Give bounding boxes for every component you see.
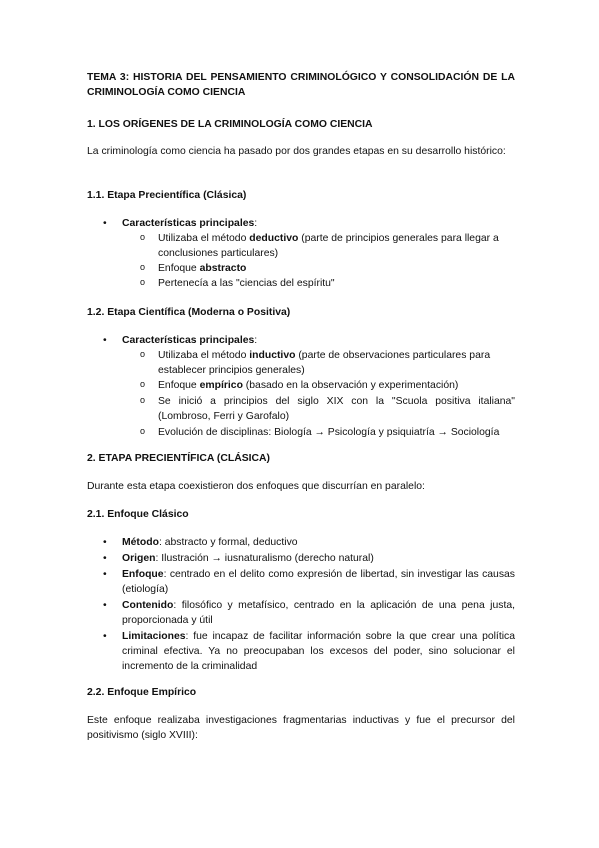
sublist (122, 231, 515, 291)
characteristics-label: Características principales (122, 335, 255, 346)
document-title: TEMA 3: HISTORIA DEL PENSAMIENTO CRIMINOLÓGICO Y CONSOLIDACIÓN DE LA CRIMINOLOGÍA COMO CIENCIA (87, 72, 515, 98)
section-2-intro: Durante esta etapa coexistieron dos enfoques que discurrían en paralelo: (87, 481, 425, 492)
section-2-2-intro: Este enfoque realizaba investigaciones fragmentarias inductivas y fue el precursor del positivismo (siglo XVIII): (87, 715, 515, 741)
sublist-item (122, 231, 515, 261)
item-text: : abstracto y formal, deductivo (158, 537, 298, 548)
list-item (87, 535, 515, 550)
item-text: Enfoque (158, 263, 200, 274)
item-text: : fue incapaz de facilitar información sobre la que crear una política criminal efectiva. Ya no preocupaban los excesos del poder, sino solucionar el incremento de la criminalidad (122, 631, 515, 672)
item-bold: Enfoque (122, 569, 164, 580)
item-bold: Limitaciones (122, 631, 186, 642)
section-2-1-heading: 2.1. Enfoque Clásico (87, 509, 189, 520)
section-2-1-list (87, 535, 515, 675)
item-bold: deductivo (249, 233, 299, 244)
item-bold: abstracto (199, 263, 247, 274)
sublist-item (122, 378, 515, 393)
item-bold: Contenido (122, 600, 174, 611)
list-item (87, 551, 515, 566)
section-1-1-list (87, 216, 515, 291)
colon: : (254, 335, 258, 346)
section-1-1-heading: 1.1. Etapa Precientífica (Clásica) (87, 190, 247, 201)
sublist-item (122, 425, 515, 440)
item-text: (parte de principios generales para llegar a conclusiones particulares) (158, 233, 499, 259)
item-bold: Origen (122, 553, 156, 564)
sublist-item (122, 261, 515, 276)
item-text: Evolución de disciplinas: Biología → Psicología y psiquiatría → Sociología (158, 427, 500, 438)
item-text: Utilizaba el método (158, 233, 250, 244)
section-1-2-list (87, 333, 515, 440)
item-text: Utilizaba el método (158, 350, 250, 361)
colon: : (254, 218, 258, 229)
item-text: : filosófico y metafísico, centrado en la aplicación de una pena justa, proporcionada y útil (122, 600, 515, 626)
item-bold: Método (122, 537, 159, 548)
section-2-heading: 2. ETAPA PRECIENTÍFICA (CLÁSICA) (87, 453, 270, 464)
list-item (87, 629, 515, 674)
section-1-intro: La criminología como ciencia ha pasado por dos grandes etapas en su desarrollo histórico: (87, 146, 506, 157)
sublist-item (122, 394, 515, 424)
section-1-heading: 1. LOS ORÍGENES DE LA CRIMINOLOGÍA COMO CIENCIA (87, 119, 373, 130)
item-text: (parte de observaciones particulares para establecer principios generales) (158, 350, 491, 376)
section-2-2-heading: 2.2. Enfoque Empírico (87, 687, 197, 698)
section-1-2-heading: 1.2. Etapa Científica (Moderna o Positiva) (87, 307, 291, 318)
item-text: (basado en la observación y experimentación) (242, 380, 459, 391)
item-text: : Ilustración → iusnaturalismo (derecho natural) (155, 553, 374, 564)
list-item (87, 598, 515, 628)
item-text: Enfoque (158, 380, 200, 391)
item-text: : centrado en el delito como expresión de libertad, sin investigar las causas (etiología) (122, 569, 515, 595)
sublist-item (122, 348, 515, 378)
item-bold: empírico (199, 380, 243, 391)
list-item (87, 333, 515, 440)
list-item (87, 216, 515, 291)
item-bold: inductivo (249, 350, 296, 361)
sublist (122, 348, 515, 440)
sublist-item (122, 276, 515, 291)
characteristics-label: Características principales (122, 218, 255, 229)
item-text: Se inició a principios del siglo XIX con la "Scuola positiva italiana" (Lombroso, Ferri y Garofalo) (158, 396, 515, 422)
item-text: Pertenecía a las "ciencias del espíritu" (158, 278, 335, 289)
list-item (87, 567, 515, 597)
